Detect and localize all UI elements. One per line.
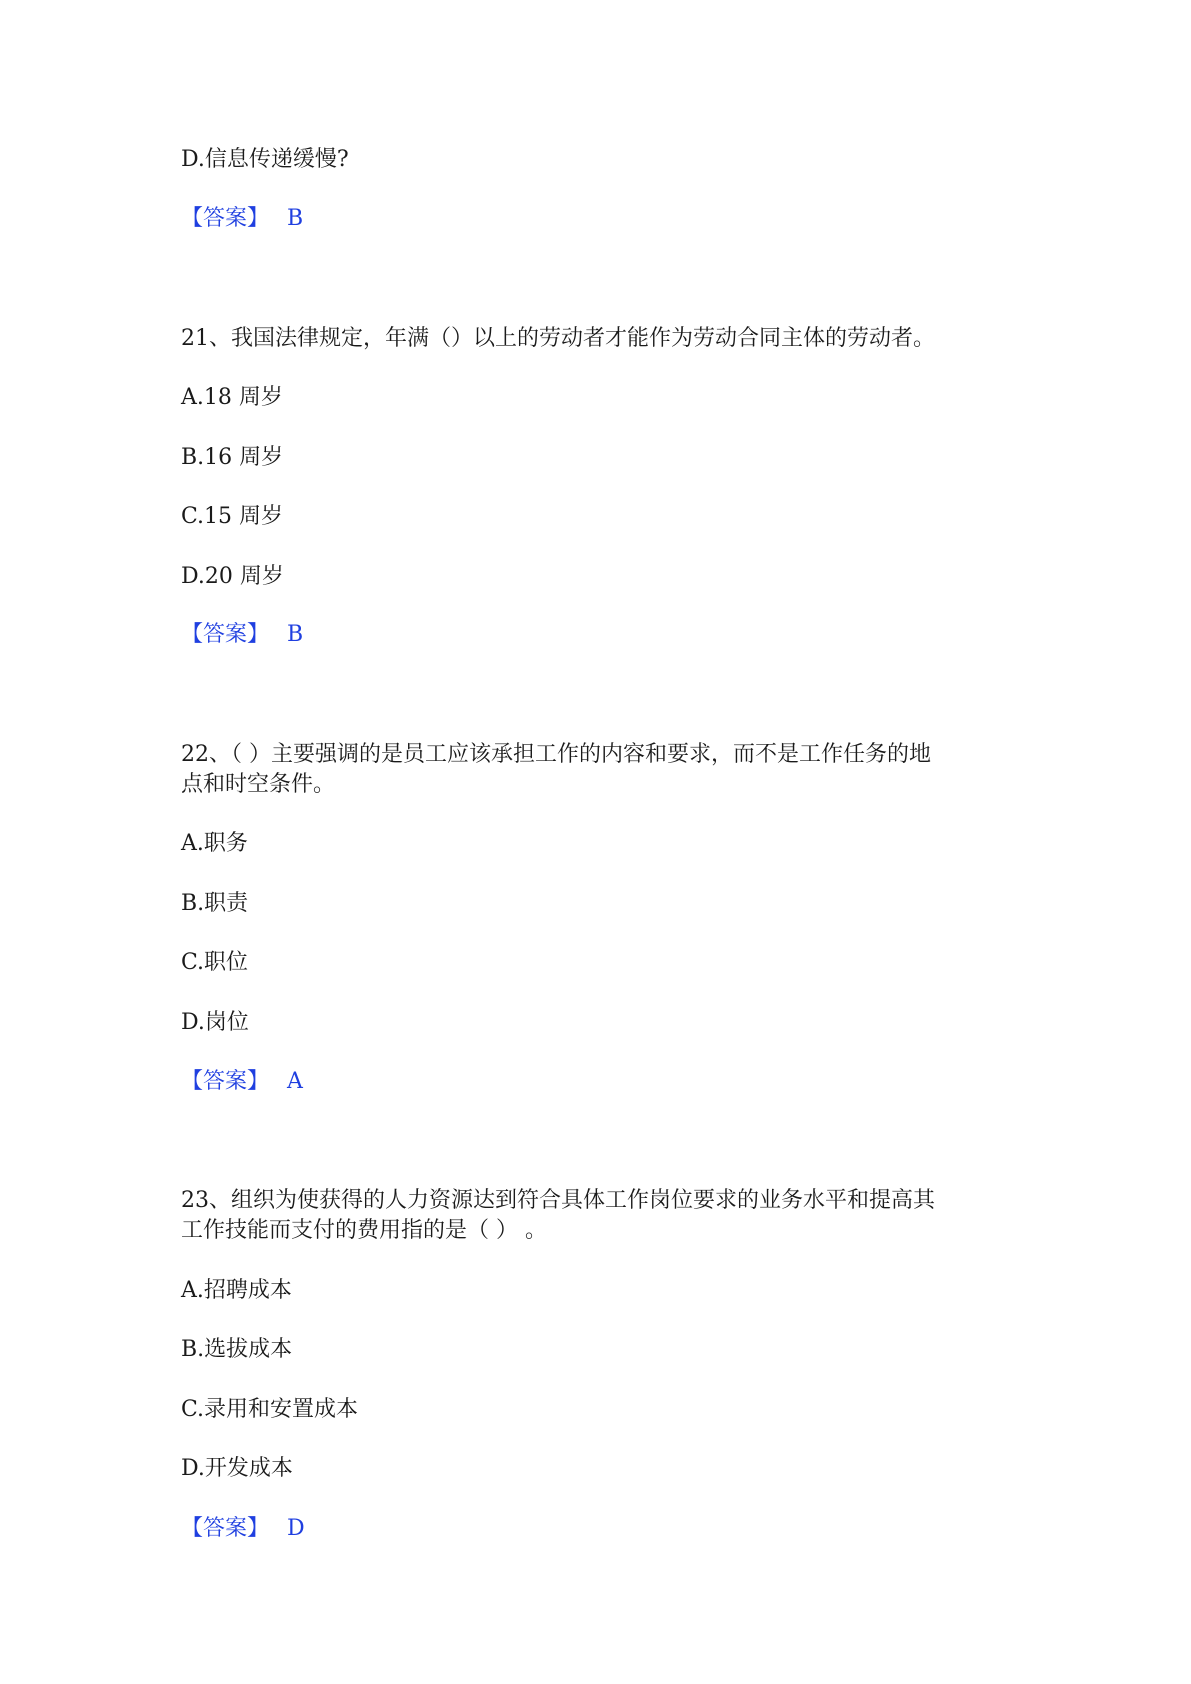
option-a: A.18 周岁: [181, 385, 283, 410]
answer-value: B: [287, 622, 304, 647]
option-d: D.20 周岁: [181, 564, 284, 589]
question-21-stem: 21、我国法律规定，年满（）以上的劳动者才能作为劳动合同主体的劳动者。: [181, 326, 935, 351]
answer-label: 【答案】: [181, 1069, 270, 1094]
answer-label: 【答案】: [181, 1516, 270, 1541]
option-b: B.16 周岁: [181, 445, 284, 470]
answer-value: D: [287, 1516, 305, 1541]
option-d: D.信息传递缓慢?: [181, 147, 349, 172]
answer-label: 【答案】: [181, 206, 270, 231]
option-a: A.招聘成本: [181, 1278, 292, 1303]
answer-line: [181, 1514, 305, 1544]
option-a: A.职务: [181, 831, 248, 856]
answer-label: 【答案】: [181, 622, 270, 647]
answer-line: [181, 1067, 303, 1097]
option-b: B.职责: [181, 891, 249, 916]
option-d: D.岗位: [181, 1010, 249, 1035]
question-23-stem-line-2: 工作技能而支付的费用指的是（ ） 。: [181, 1218, 547, 1243]
option-c: C.15 周岁: [181, 504, 284, 529]
question-22-stem-line-2: 点和时空条件。: [181, 772, 336, 797]
answer-value: B: [287, 206, 304, 231]
option-c: C.录用和安置成本: [181, 1397, 359, 1422]
question-22-stem-line-1: 22、（ ）主要强调的是员工应该承担工作的内容和要求，而不是工作任务的地: [181, 742, 931, 767]
option-d: D.开发成本: [181, 1456, 293, 1481]
question-23-stem-line-1: 23、组织为使获得的人力资源达到符合具体工作岗位要求的业务水平和提高其: [181, 1188, 935, 1213]
answer-line: [181, 620, 303, 650]
option-b: B.选拔成本: [181, 1337, 293, 1362]
option-c: C.职位: [181, 950, 249, 975]
answer-value: A: [287, 1069, 303, 1094]
answer-line: [181, 204, 303, 234]
